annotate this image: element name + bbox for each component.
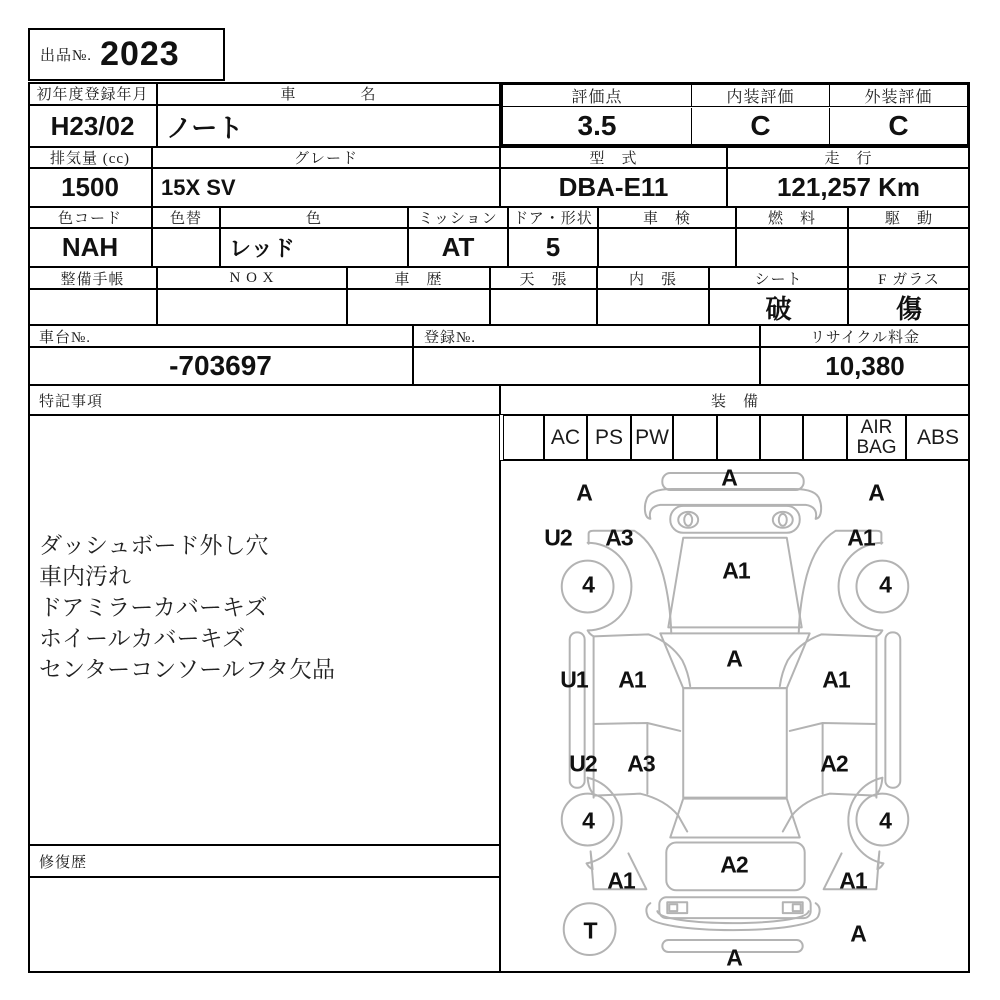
damage-mark-A: A bbox=[721, 464, 737, 491]
recycle-fee-label: リサイクル料金 bbox=[760, 325, 970, 347]
damage-mark-A1: A1 bbox=[847, 524, 875, 551]
damage-mark-A: A bbox=[726, 944, 742, 971]
displacement-label: 排気量 (cc) bbox=[28, 147, 152, 168]
damage-marks-layer bbox=[501, 461, 969, 972]
service-book-value bbox=[28, 289, 157, 325]
equipment-label: 装 備 bbox=[500, 385, 970, 415]
damage-mark-U2: U2 bbox=[569, 750, 597, 777]
equipment-cell bbox=[760, 415, 803, 460]
damage-mark-T: T bbox=[583, 917, 597, 944]
notes-label: 特記事項 bbox=[28, 385, 500, 415]
nox-value bbox=[157, 289, 347, 325]
color-label: 色 bbox=[220, 207, 408, 228]
damage-mark-A1: A1 bbox=[618, 666, 646, 693]
repair-history-value bbox=[28, 877, 500, 973]
history-value bbox=[347, 289, 490, 325]
mileage-label: 走 行 bbox=[727, 147, 970, 168]
fuel-label: 燃 料 bbox=[736, 207, 848, 228]
color-value: レッド bbox=[220, 228, 408, 267]
equipment-cell bbox=[673, 415, 717, 460]
equipment-cell-pw: PW bbox=[631, 415, 673, 460]
color-code-value: NAH bbox=[28, 228, 152, 267]
note-line: ダッシュボード外し穴 bbox=[39, 532, 269, 558]
lot-number-box bbox=[28, 28, 225, 81]
exterior-eval-value: C bbox=[829, 108, 967, 144]
damage-mark-4: 4 bbox=[582, 571, 594, 598]
damage-mark-A: A bbox=[850, 920, 866, 947]
interior-trim-value bbox=[597, 289, 709, 325]
damage-mark-U2: U2 bbox=[544, 524, 572, 551]
damage-mark-A3: A3 bbox=[605, 524, 633, 551]
nox-label: N O X bbox=[157, 267, 347, 289]
interior-eval-label: 内装評価 bbox=[691, 85, 829, 107]
note-line: センターコンソールフタ欠品 bbox=[39, 656, 336, 682]
evaluation-box bbox=[500, 82, 970, 147]
damage-mark-U1: U1 bbox=[560, 666, 588, 693]
grade-value: 15X SV bbox=[152, 168, 500, 207]
inspection-label: 車 検 bbox=[598, 207, 736, 228]
f-glass-label: F ガラス bbox=[848, 267, 970, 289]
damage-mark-4: 4 bbox=[879, 571, 891, 598]
recycle-fee-value: 10,380 bbox=[760, 347, 970, 385]
headliner-value bbox=[490, 289, 597, 325]
damage-diagram bbox=[500, 460, 970, 973]
damage-mark-4: 4 bbox=[582, 807, 594, 834]
notes-box bbox=[28, 415, 500, 845]
note-line: ホイールカバーキズ bbox=[39, 625, 246, 651]
interior-trim-label: 内 張 bbox=[597, 267, 709, 289]
damage-mark-A3: A3 bbox=[627, 750, 655, 777]
note-line: 車内汚れ bbox=[39, 563, 131, 589]
lot-number-value: 2023 bbox=[100, 35, 180, 73]
repair-history-label: 修復歴 bbox=[28, 845, 500, 877]
drive-label: 駆 動 bbox=[848, 207, 970, 228]
fuel-value bbox=[736, 228, 848, 267]
score-value: 3.5 bbox=[577, 110, 617, 141]
exterior-eval-label: 外装評価 bbox=[829, 85, 967, 107]
f-glass-value: 傷 bbox=[848, 289, 970, 325]
equipment-cell-ps: PS bbox=[587, 415, 631, 460]
first-reg-value: H23/02 bbox=[28, 105, 157, 147]
damage-mark-A1: A1 bbox=[607, 867, 635, 894]
seat-label: シート bbox=[709, 267, 848, 289]
displacement-value: 1500 bbox=[28, 168, 152, 207]
interior-eval-value: C bbox=[691, 108, 829, 144]
inspection-value bbox=[598, 228, 736, 267]
transmission-label: ミッション bbox=[408, 207, 508, 228]
model-code-label: 型 式 bbox=[500, 147, 727, 168]
transmission-value: AT bbox=[408, 228, 508, 267]
chassis-no-label: 車台№. bbox=[28, 325, 413, 347]
lot-number-label: 出品№. bbox=[40, 48, 93, 64]
model-code-value: DBA-E11 bbox=[500, 168, 727, 207]
damage-mark-A: A bbox=[726, 645, 742, 672]
equipment-cell-ac: AC bbox=[544, 415, 587, 460]
damage-mark-A1: A1 bbox=[722, 557, 750, 584]
first-reg-label: 初年度登録年月 bbox=[28, 82, 157, 105]
damage-mark-A2: A2 bbox=[820, 750, 848, 777]
car-name-label: 車 名 bbox=[157, 82, 500, 105]
damage-mark-A1: A1 bbox=[839, 867, 867, 894]
car-name-value: ノート bbox=[157, 105, 500, 147]
reg-no-label: 登録№. bbox=[413, 325, 760, 347]
headliner-label: 天 張 bbox=[490, 267, 597, 289]
damage-mark-4: 4 bbox=[879, 807, 891, 834]
score-label: 評価点 bbox=[503, 85, 691, 107]
history-label: 車 歴 bbox=[347, 267, 490, 289]
equipment-cell-abs: ABS bbox=[906, 415, 970, 460]
color-change-value bbox=[152, 228, 220, 267]
service-book-label: 整備手帳 bbox=[28, 267, 157, 289]
equipment-cell bbox=[803, 415, 847, 460]
drive-value bbox=[848, 228, 970, 267]
damage-mark-A: A bbox=[576, 479, 592, 506]
doors-value: 5 bbox=[508, 228, 598, 267]
damage-mark-A2: A2 bbox=[720, 851, 748, 878]
color-code-label: 色コード bbox=[28, 207, 152, 228]
equipment-cell-airbag: AIR BAG bbox=[847, 415, 906, 460]
doors-label: ドア・形状 bbox=[508, 207, 598, 228]
note-line: ドアミラーカバーキズ bbox=[39, 594, 268, 620]
equipment-cell bbox=[717, 415, 760, 460]
equipment-cell bbox=[503, 415, 544, 460]
mileage-value: 121,257 Km bbox=[727, 168, 970, 207]
color-change-label: 色替 bbox=[152, 207, 220, 228]
seat-value: 破 bbox=[709, 289, 848, 325]
damage-mark-A: A bbox=[868, 479, 884, 506]
chassis-no-value: -703697 bbox=[28, 347, 413, 385]
damage-mark-A1: A1 bbox=[822, 666, 850, 693]
reg-no-value bbox=[413, 347, 760, 385]
grade-label: グレード bbox=[152, 147, 500, 168]
